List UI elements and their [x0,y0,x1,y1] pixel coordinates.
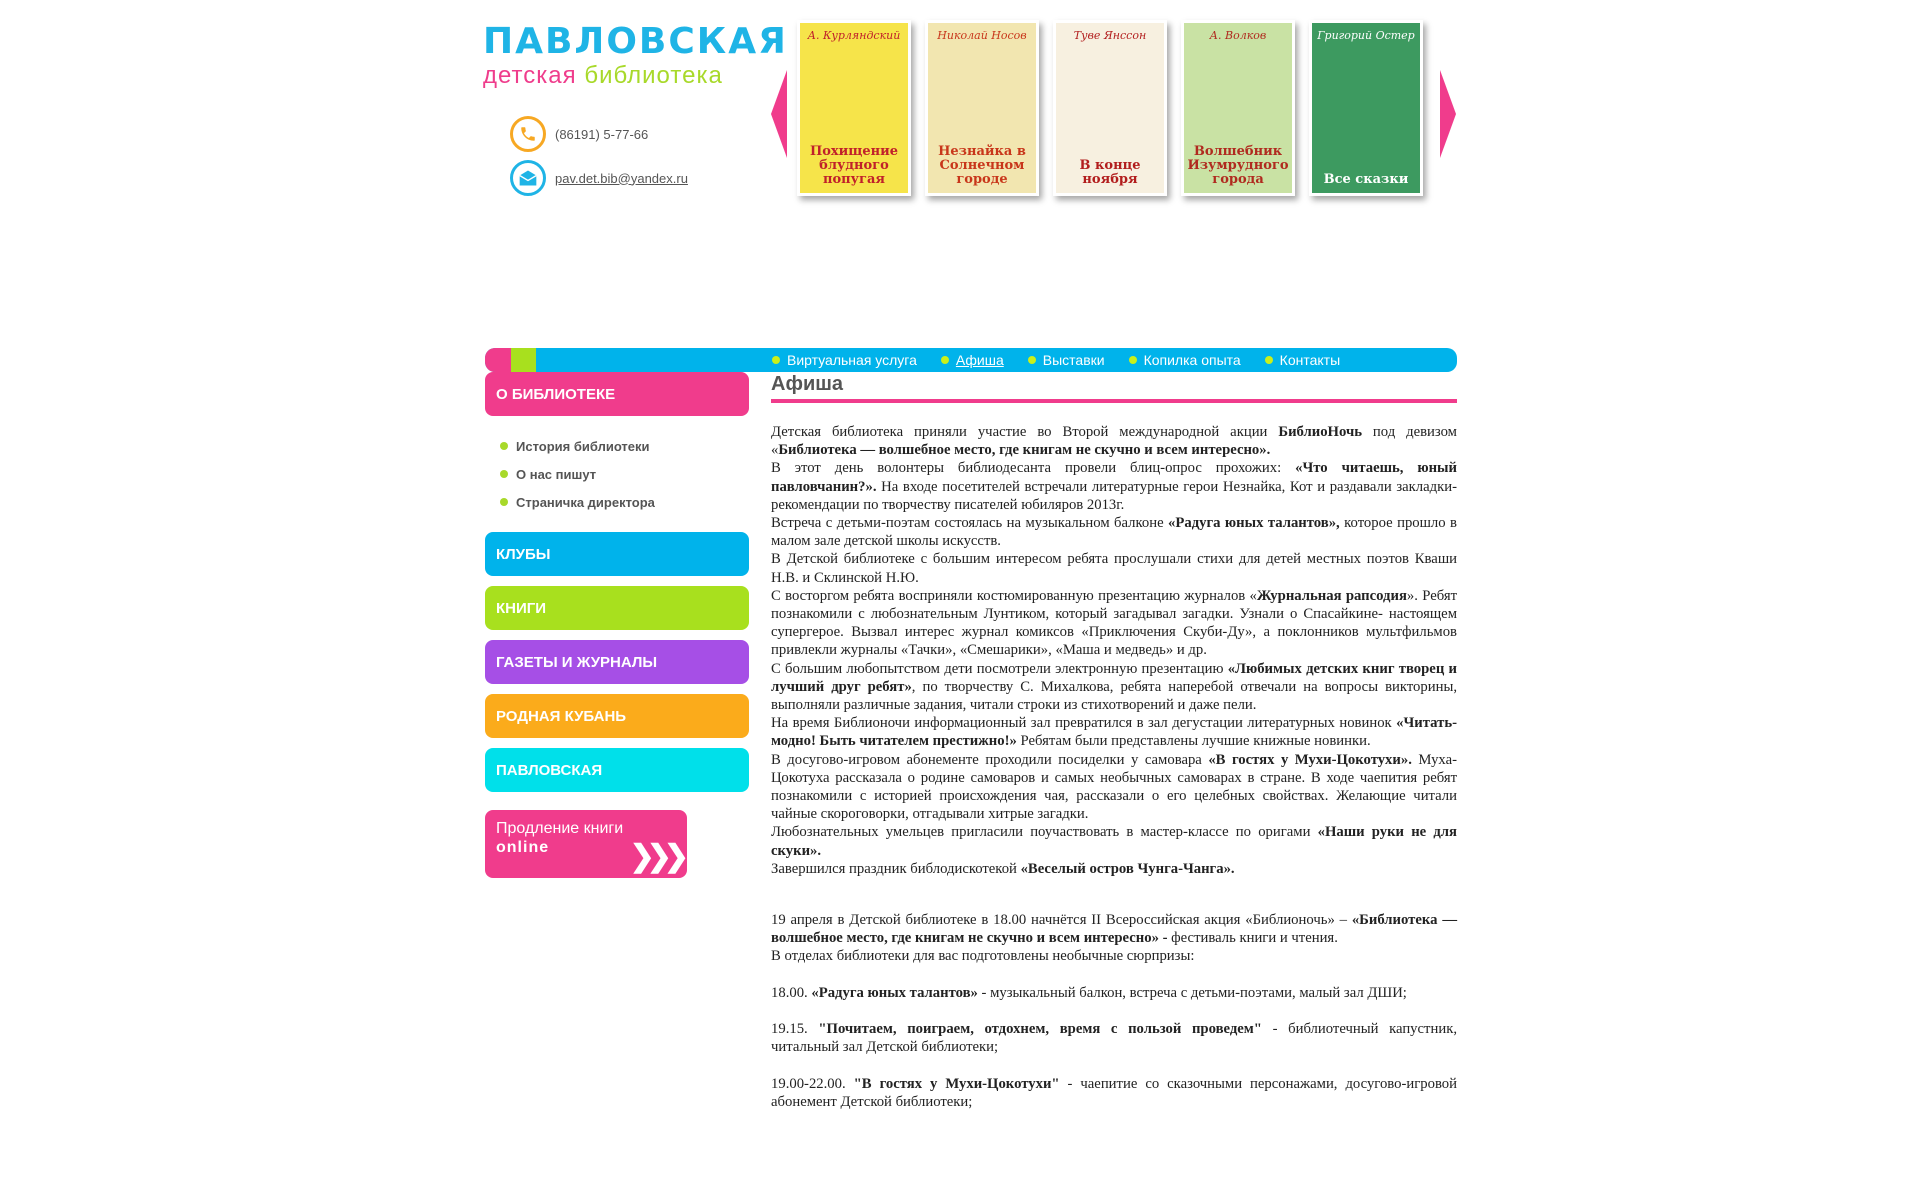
sidebar-item-about[interactable]: О БИБЛИОТЕКЕ [485,372,749,416]
book-cover[interactable] [797,20,911,196]
book-carousel [797,20,1423,196]
book-cover-art [1312,23,1420,193]
nav-bar-accent-green [511,348,536,372]
top-nav [772,352,1364,368]
book-title: Все сказки [1323,172,1409,187]
logo-subtitle [483,62,747,90]
sidebar-sub-item-press[interactable]: О нас пишут [500,460,749,488]
logo-title: ПАВЛОВСКАЯ [483,21,788,62]
book-cover-art [1184,23,1292,193]
book-cover-art [928,23,1036,193]
nav-item-afisha[interactable]: Афиша [941,352,1004,368]
sidebar-item-pavlovskaya[interactable]: ПАВЛОВСКАЯ [485,748,749,792]
paragraph: На время Библионочи информационный зал превратился в зал дегустации литературных новинок «Читать- модно! Быть читателем престижно!» Ребятам были представлены лучшие книжные новинки. [771,715,1457,750]
paragraph: 18.00. «Радуга юных талантов» - музыкальный балкон, встреча с детьми-поэтами, малый зал ДШИ; [771,984,1407,1001]
bullet-icon [1265,356,1273,364]
contact-email [510,160,688,196]
nav-bar-accent-pink [485,348,511,372]
paragraph: В Детской библиотеке с большим интересом ребята прослушали стихи для детей местных поэтов Кваши Н.В. и Склинской Н.Ю. [771,551,1457,586]
sidebar-item-clubs[interactable]: КЛУБЫ [485,532,749,576]
book-title: В конце ноября [1079,158,1141,187]
page-title: Афиша [771,373,1457,403]
book-title: Похищение блудного попугая [809,144,899,187]
book-author: Григорий Остер [1317,29,1415,42]
mail-icon [510,160,546,196]
bullet-icon [500,498,508,506]
nav-item-virtual-service[interactable]: Виртуальная услуга [772,352,917,368]
book-title: Волшебник Изумрудного города [1187,144,1289,187]
book-author: Николай Носов [937,29,1027,42]
bullet-icon [1129,356,1137,364]
book-cover-art [800,23,908,193]
bullet-icon [772,356,780,364]
paragraph: Любознательных умельцев пригласили поучаствовать в мастер-классе по оригами «Наши руки не для скуки». [771,824,1457,859]
email-link[interactable]: pav.det.bib@yandex.ru [555,170,688,186]
bullet-icon [500,470,508,478]
paragraph: 19.15. "Почитаем, поиграем, отдохнем, время с пользой проведем" - библиотечный капустник, читальный зал Детской библиотеки; [771,1021,1457,1056]
paragraph: В отделах библиотеки для вас подготовлены необычные сюрпризы: [771,948,1195,965]
renew-label-line1: Продление книги [496,820,624,837]
book-cover[interactable] [925,20,1039,196]
book-author: А. Волков [1209,29,1267,42]
paragraph: В этот день волонтеры библиодесанта провели блиц-опрос прохожих: «Что читаешь, юный павловчанин?». На входе посетителей встречали литературные герои Незнайка, Кот и раздавали закладки-рекомендации по творчеству писателей юбиляров 2013г. [771,460,1457,513]
article-body [771,423,1457,1111]
contact-phone [510,116,648,152]
bullet-icon [500,442,508,450]
chevrons-right-icon: ❯❯❯ [629,840,681,873]
sidebar-item-books[interactable]: КНИГИ [485,586,749,630]
book-cover[interactable] [1053,20,1167,196]
carousel-next-arrow[interactable] [1440,70,1456,158]
sidebar-sub-item-director[interactable]: Страничка директора [500,488,749,516]
book-title: Незнайка в Солнечном городе [938,144,1026,187]
nav-item-experience[interactable]: Копилка опыта [1129,352,1241,368]
paragraph: 19 апреля в Детской библиотеке в 18.00 начнётся II Всероссийская акция «Библионочь» – «Библиотека — волшебное место, где книгам не скучно и всем интересно» - фестиваль книги и чтения. [771,912,1458,947]
nav-item-contacts[interactable]: Контакты [1265,352,1340,368]
book-cover-art [1056,23,1164,193]
paragraph: С большим любопытством дети посмотрели электронную презентацию «Любимых детских книг творец и лучший друг ребят», по творчеству С. Михалкова, ребята наперебой отвечали на вопросы викторины, выполняли различные задания, читали строки из стихотворений и даже пели. [771,660,1457,714]
phone-icon [510,116,546,152]
paragraph: Завершился праздник библодискотекой «Веселый остров Чунга-Чанга». [771,860,1235,877]
phone-number: (86191) 5-77-66 [555,126,649,142]
bullet-icon [1028,356,1036,364]
site-logo[interactable] [483,21,788,90]
sidebar-item-kuban[interactable]: РОДНАЯ КУБАНЬ [485,694,749,738]
book-cover[interactable] [1309,20,1423,196]
book-author: А. Курляндский [807,29,901,42]
bullet-icon [941,356,949,364]
sidebar-sub-list [500,432,749,516]
paragraph: Детская библиотека приняли участие во Второй международной акции БиблиоНочь под девизом «Библиотека — волшебное место, где книгам не скучно и всем интересно». [771,424,1457,459]
logo-subtitle-word2: библиотека [584,62,723,89]
nav-item-exhibitions[interactable]: Выставки [1028,352,1105,368]
sidebar-item-newspapers[interactable]: ГАЗЕТЫ И ЖУРНАЛЫ [485,640,749,684]
paragraph: 19.00-22.00. "В гостях у Мухи-Цокотухи" - чаепитие со сказочными персонажами, досугово-игровой абонемент Детской библиотеки; [771,1075,1457,1111]
paragraph: В досугово-игровом абонементе проходили посиделки у самовара «В гостях у Мухи-Цокотухи». Муха-Цокотуха рассказала о родине самоваров и самых необычных самоварах в стране. В ходе чаепития ребят познакомили с историей происхождения чая, рассказали о его целебных свойствах. Желающие читали чайные скороговорки, отгадывали хитрые загадки. [771,751,1457,823]
renew-book-online-button[interactable] [485,810,687,878]
renew-label-line2: online [496,839,550,856]
book-author: Туве Янссон [1073,29,1147,42]
logo-subtitle-word1: детская [483,62,577,89]
sidebar-sub-item-history[interactable]: История библиотеки [500,432,749,460]
paragraph: Встреча с детьми-поэтам состоялась на музыкальном балконе «Радуга юных талантов», которое прошло в малом зале детской школы искусств. [771,515,1457,550]
paragraph: С восторгом ребята восприняли костюмированную презентацию журналов «Журнальная рапсодия». Ребят познакомили с любознательным Лунтиком, который загадывал загадки. Узнали о Спасайкине- настоящем супергерое. Вызвал интерес журнал комиксов «Приключения Скуби-Ду», а поклонников мультфильмов привлекли журналы «Тачки», «Смешарики», «Маша и медведь» и др. [771,587,1457,659]
sidebar [485,372,749,878]
carousel-prev-arrow[interactable] [771,70,787,158]
main-content [771,373,1457,1111]
book-cover[interactable] [1181,20,1295,196]
